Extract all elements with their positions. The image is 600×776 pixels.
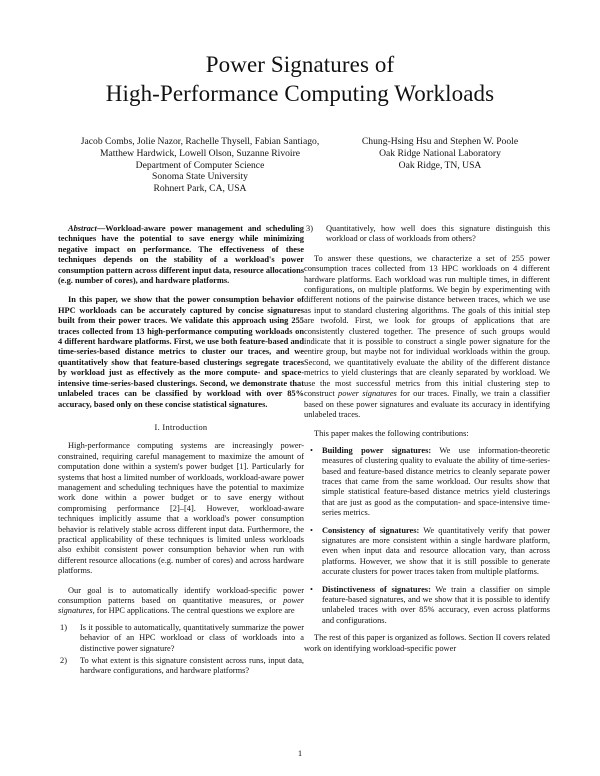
page-number: 1	[297, 748, 303, 758]
intro-paragraph-4: This paper makes the following contributions:	[314, 429, 469, 439]
author-block-ornl	[350, 136, 530, 171]
contribution-lead: Distinctiveness of signatures:	[322, 584, 431, 594]
list-item	[304, 446, 550, 519]
list-item	[58, 656, 304, 677]
question-text: To what extent is this signature consistent across runs, input data, hardware configurations, and hardware platforms?	[80, 656, 304, 676]
list-item	[304, 585, 550, 627]
abstract-paragraph-2: In this paper, we show that the power consumption behavior of HPC workloads can be accurately captured by concise signatures built from their power traces. We validate this approach using 255 traces collected from 13 high-performance computing workloads on 4 different hardware platforms. First, we use both feature-based and time-series-based distance metrics to cluster our traces, and we quantitatively show that feature-based clusterings segregate traces by workload just as effectively as the more compute- and space-intensive time-series-based clusterings. Second, we demonstrate that unlabeled traces can be classified by workload with over 85% accuracy, based only on these concise statistical signatures.	[58, 295, 304, 409]
intro-paragraph-2	[58, 586, 304, 617]
author-names-2: Matthew Hardwick, Lowell Olson, Suzanne Rivoire	[99, 147, 301, 159]
list-item	[304, 224, 550, 245]
question-number: 1)	[60, 622, 67, 632]
list-item	[58, 623, 304, 654]
intro-p3-end: for our traces. Finally, we train a classifier based on these power signatures and evaluate its accuracy in identifying unlabeled traces.	[304, 389, 551, 419]
contribution-lead: Building power signatures:	[322, 445, 432, 455]
intro-p2-italic: power signatures	[58, 596, 304, 616]
research-questions-list	[58, 623, 304, 677]
author-lab: Oak Ridge National Laboratory	[379, 147, 501, 159]
title-line-1: Power Signatures of	[205, 52, 395, 77]
research-questions-list-continued	[304, 224, 550, 245]
author-university: Sonoma State University	[152, 171, 248, 183]
author-department: Department of Computer Science	[135, 159, 265, 171]
section-heading-introduction: I. Introduction	[154, 422, 208, 432]
question-text: Quantitatively, how well does this signature distinguish this workload or class of workloads from others?	[326, 224, 550, 244]
intro-paragraph-1: High-performance computing systems are increasingly power-constrained, requiring careful management to maximize the amount of computation done within a system's power budget [1]. Particularly for systems that host a limited number of workloads, workload-aware power management and scheduling techniques have the potential to maximize work done within a power budget or to save energy without compromising performance [2]–[4]. However, workload-aware techniques implicitly assume that a workload's power consumption behavior is relatively stable across different input data. Furthermore, the practical applicability of these techniques is limited unless workloads also exhibit consistent power consumption behavior when run with different resource allocations (e.g. number of cores) and across hardware platforms.	[58, 441, 304, 576]
paper-title	[0, 50, 600, 108]
title-line-2: High-Performance Computing Workloads	[105, 81, 495, 106]
abstract-text-1: —Workload-aware power management and scheduling techniques have the potential to save energy while minimizing negative impact on performance. The effectiveness of these techniques depends on the stability of a workload's power consumption pattern across different input data, resource allocations (e.g. number of cores), and hardware platforms.	[58, 224, 304, 286]
contribution-text: We train a classifier on simple feature-based signatures, and we show that it is possible to identify unlabeled traces with over 85% accuracy, even across platforms and configurations.	[322, 584, 550, 625]
author-location: Rohnert Park, CA, USA	[153, 183, 247, 195]
bullet-icon: •	[310, 584, 313, 594]
bullet-icon: •	[310, 525, 313, 535]
contribution-text: We quantitatively verify that power signatures are more consistent within a single hardware platform, even when input data and resource allocation vary, than across platforms. However, we show that it is still possible to generate accurate clusters for power traces taken from multiple platforms.	[322, 525, 550, 577]
contribution-lead: Consistency of signatures:	[322, 525, 420, 535]
author-names-ornl: Chung-Hsing Hsu and Stephen W. Poole	[361, 136, 519, 147]
left-column	[58, 224, 304, 679]
abstract-lead: Abstract	[68, 224, 97, 233]
intro-paragraph-5: The rest of this paper is organized as follows. Section II covers related work on identifying workload-specific power	[304, 633, 550, 653]
contributions-list	[304, 446, 550, 627]
list-item	[304, 526, 550, 578]
intro-paragraph-3	[304, 254, 550, 421]
author-block-sonoma	[50, 136, 350, 195]
bullet-icon: •	[310, 445, 313, 455]
question-text: Is it possible to automatically, quantitatively summarize the power behavior of an HPC workload or class of workloads into a distinctive power signature?	[80, 622, 304, 653]
intro-p2-end: , for HPC applications. The central questions we explore are	[92, 606, 295, 616]
abstract-paragraph-1	[58, 224, 304, 286]
intro-p3-italic: power signatures	[338, 389, 397, 399]
intro-p3-text: To answer these questions, we characterize a set of 255 power consumption traces collected from 13 HPC workloads on 4 different hardware platforms. Each workload was run multiple times, in different configurations, on multiple platforms. We begin by experimenting with different notions of the pairwise distance between traces, which we use as input to standard clustering algorithms. The goals of this initial step are twofold. First, we look for groups of applications that are consistently clustered together. The presence of such groups would indicate that it is possible to construct a single power signature for the entire group, but maybe not for individual workloads within the group. Second, we quantitatively evaluate the ability of the different distance metrics to yield clusterings that are cleanly separated by workload. We use the most successful metrics from this initial clustering step to construct	[304, 253, 550, 399]
question-number: 3)	[306, 224, 313, 233]
author-lab-location: Oak Ridge, TN, USA	[398, 159, 482, 171]
author-names-1: Jacob Combs, Jolie Nazor, Rachelle Thysell, Fabian Santiago,	[80, 136, 320, 147]
question-number: 2)	[60, 656, 67, 666]
intro-p2-text: Our goal is to automatically identify workload-specific power consumption patterns based on quantitative measures, or	[58, 585, 304, 605]
contribution-text: We use information-theoretic measures of clustering quality to evaluate the ability of time-series-based and feature-based distance metrics to cleanly separate power traces that came from the same workload. Our results show that simple statistical feature-based distance metrics yield clusterings that are just as good as the computation- and space-intensive time-series metrics.	[322, 445, 550, 518]
right-column	[304, 224, 550, 654]
